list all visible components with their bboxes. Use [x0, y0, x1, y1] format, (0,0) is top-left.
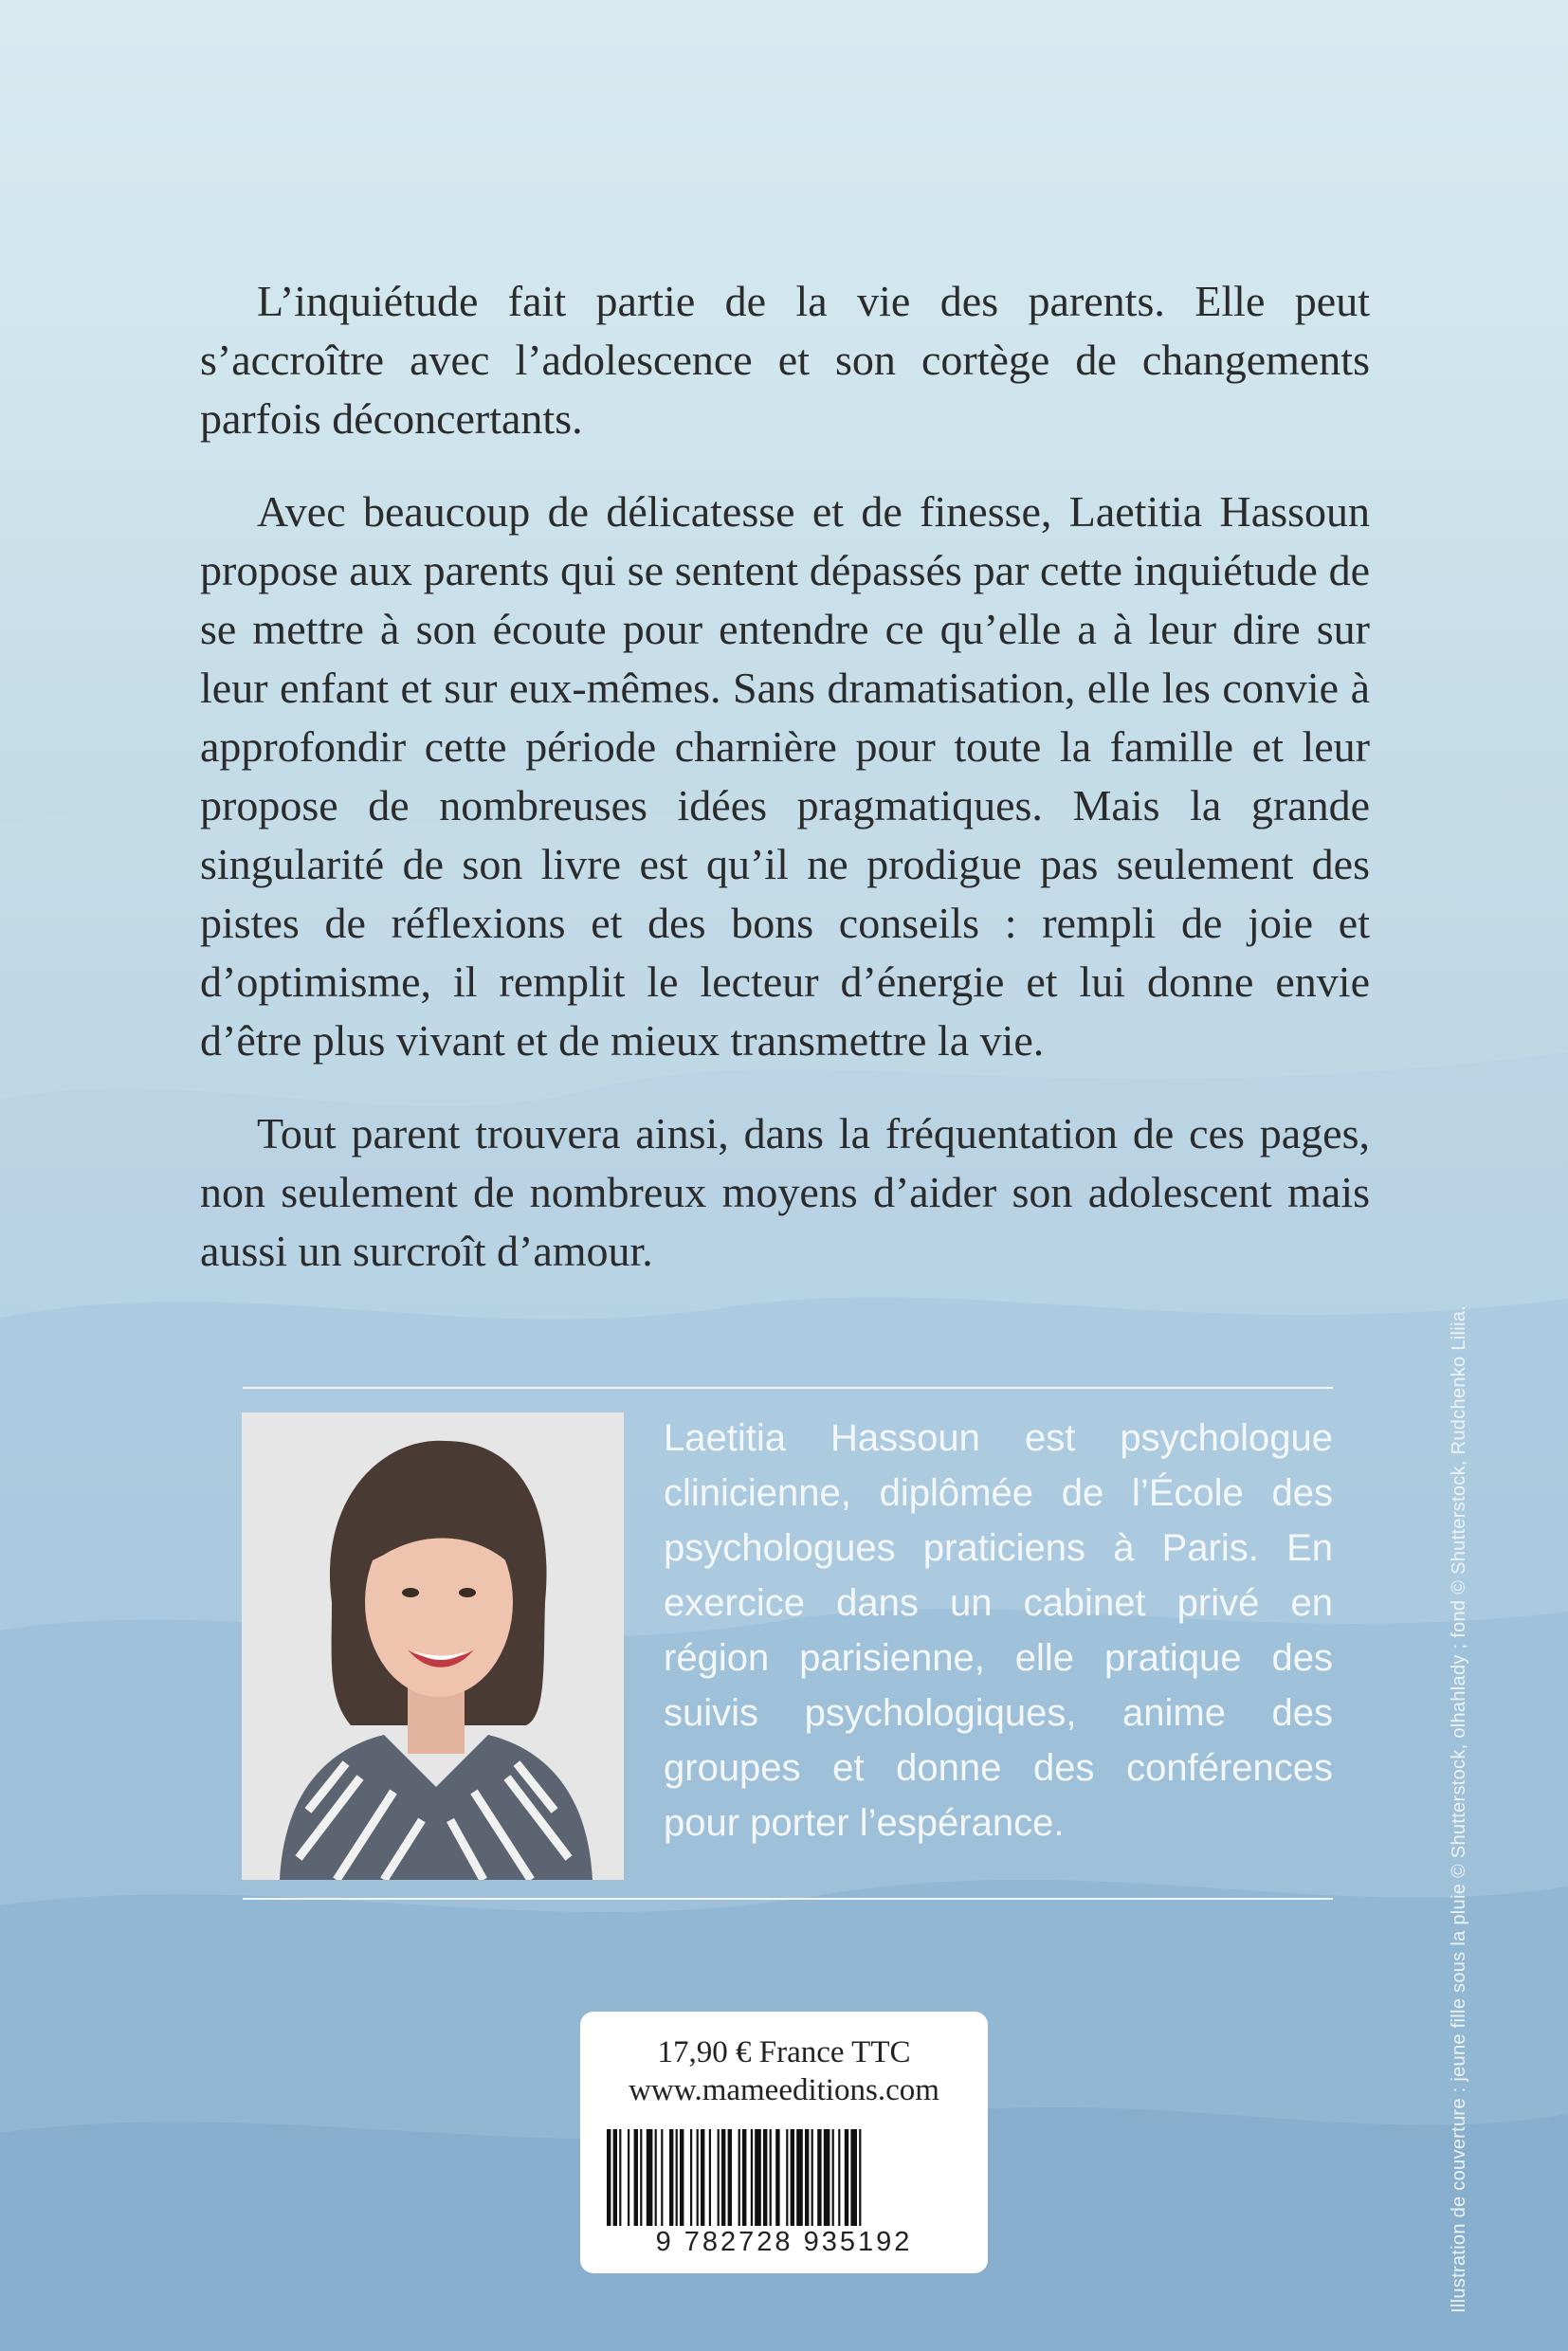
publisher-website: www.mameeditions.com [629, 2073, 939, 2107]
price-label: 17,90 € France TTC [657, 2035, 911, 2069]
price-barcode-box [580, 2012, 988, 2273]
divider-bottom [243, 1898, 1333, 1900]
blurb-paragraph-2: Avec beaucoup de délicatesse et de finesse, Laetitia Hassoun propose aux parents qui se sentent dépassés par cette inquiétude de se mettre à son écoute pour entendre ce qu’elle a à leur dire sur leur enfant et sur eux-mêmes. Sans dramatisation, elle les convie à approfondir cette période charnière pour toute la famille et leur propose de nombreuses idées pragmatiques. Mais la grande singularité de son livre est qu’il ne prodigue pas seulement des pistes de réflexions et des bons conseils : rempli de joie et d’optimisme, il remplit le lecteur d’énergie et lui donne envie d’être plus vivant et de mieux transmettre la vie. [200, 487, 1370, 1065]
author-photo [242, 1412, 624, 1880]
isbn-number: 9 782728 935192 [655, 2227, 913, 2257]
illustration-credit: Illustration de couverture : jeune fille sous la pluie © Shutterstock, olhahlady ; fond © Shutterstock, Rudchenko Liliia. [1449, 1305, 1469, 2313]
barcode [603, 2129, 965, 2226]
back-cover-blurb [200, 272, 1370, 1315]
divider-top [243, 1387, 1333, 1389]
blurb-paragraph-3: Tout parent trouvera ainsi, dans la fréquentation de ces pages, non seulement de nombreux moyens d’aider son adolescent mais aussi un surcroît d’amour. [200, 1109, 1370, 1275]
blurb-paragraph-1: L’inquiétude fait partie de la vie des parents. Elle peut s’accroître avec l’adolescence et son cortège de changements parfois déconcertants. [200, 277, 1370, 443]
author-bio: Laetitia Hassoun est psychologue clinicienne, diplômée de l’École des psychologues praticiens à Paris. En exercice dans un cabinet privé en région parisienne, elle pratique des suivis psychologiques, anime des groupes et donne des conférences pour porter l’espérance. [664, 1417, 1333, 1844]
